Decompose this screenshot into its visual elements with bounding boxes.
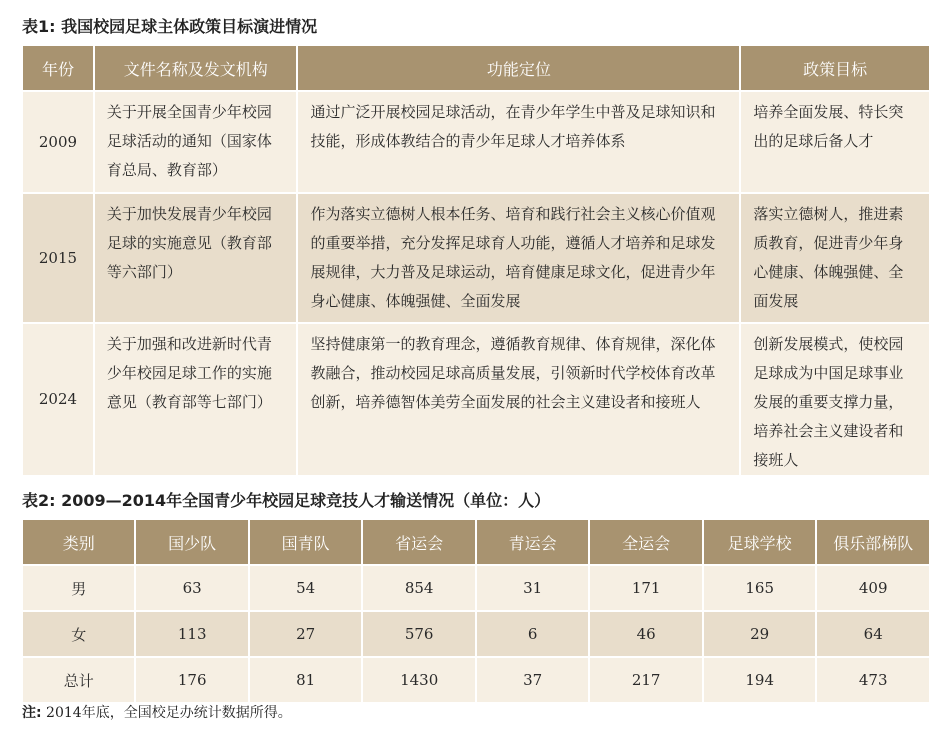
table-row — [23, 566, 929, 610]
value-cell: 1430 — [363, 658, 475, 702]
goal-cell: 培养全面发展、特长突出的足球后备人才 — [741, 92, 929, 192]
value-cell: 176 — [136, 658, 248, 702]
value-cell: 6 — [477, 612, 588, 656]
table1-caption: 表1: 我国校园足球主体政策目标演进情况 — [22, 17, 318, 36]
value-cell: 217 — [590, 658, 702, 702]
footnote — [22, 702, 292, 722]
value-cell: 576 — [363, 612, 475, 656]
policy-table — [21, 44, 931, 477]
table2-caption: 表2: 2009—2014年全国青少年校园足球竞技人才输送情况（单位：人） — [22, 491, 551, 510]
table-row — [23, 194, 929, 322]
header-goal: 政策目标 — [741, 46, 929, 90]
value-cell: 64 — [817, 612, 929, 656]
policy-table-header — [23, 46, 929, 90]
document-cell: 关于加强和改进新时代青少年校园足球工作的实施意见（教育部等七部门） — [95, 324, 297, 475]
header-youth-team: 国青队 — [250, 520, 361, 564]
table-row — [23, 658, 929, 702]
header-u17-team: 国少队 — [136, 520, 248, 564]
header-youth-games: 青运会 — [477, 520, 588, 564]
header-function: 功能定位 — [298, 46, 739, 90]
goal-cell: 创新发展模式，使校园足球成为中国足球事业发展的重要支撑力量，培养社会主义建设者和接班人 — [741, 324, 929, 475]
category-cell: 总计 — [23, 658, 134, 702]
function-cell: 通过广泛开展校园足球活动，在青少年学生中普及足球知识和技能，形成体教结合的青少年足球人才培养体系 — [298, 92, 739, 192]
table-row — [23, 92, 929, 192]
document-cell: 关于加快发展青少年校园足球的实施意见（教育部等六部门） — [95, 194, 297, 322]
header-category: 类别 — [23, 520, 134, 564]
value-cell: 81 — [250, 658, 361, 702]
value-cell: 29 — [704, 612, 816, 656]
footnote-label: 注: — [22, 705, 42, 721]
header-national-games: 全运会 — [590, 520, 702, 564]
table-row — [23, 612, 929, 656]
header-provincial-games: 省运会 — [363, 520, 475, 564]
value-cell: 63 — [136, 566, 248, 610]
talent-table — [21, 518, 931, 704]
value-cell: 46 — [590, 612, 702, 656]
value-cell: 31 — [477, 566, 588, 610]
header-football-school: 足球学校 — [704, 520, 816, 564]
table-row — [23, 324, 929, 475]
category-cell: 女 — [23, 612, 134, 656]
value-cell: 409 — [817, 566, 929, 610]
footnote-text: 2014年底，全国校足办统计数据所得。 — [41, 705, 292, 721]
goal-cell: 落实立德树人，推进素质教育，促进青少年身心健康、体魄强健、全面发展 — [741, 194, 929, 322]
value-cell: 27 — [250, 612, 361, 656]
value-cell: 165 — [704, 566, 816, 610]
talent-table-header — [23, 520, 929, 564]
year-cell: 2024 — [23, 324, 93, 475]
value-cell: 171 — [590, 566, 702, 610]
year-cell: 2015 — [23, 194, 93, 322]
function-cell: 坚持健康第一的教育理念，遵循教育规律、体育规律，深化体教融合，推动校园足球高质量发展，引领新时代学校体育改革创新，培养德智体美劳全面发展的社会主义建设者和接班人 — [298, 324, 739, 475]
category-cell: 男 — [23, 566, 134, 610]
value-cell: 854 — [363, 566, 475, 610]
value-cell: 54 — [250, 566, 361, 610]
header-club-academy: 俱乐部梯队 — [817, 520, 929, 564]
value-cell: 113 — [136, 612, 248, 656]
header-document: 文件名称及发文机构 — [95, 46, 297, 90]
header-year: 年份 — [23, 46, 93, 90]
function-cell: 作为落实立德树人根本任务、培育和践行社会主义核心价值观的重要举措，充分发挥足球育人功能，遵循人才培养和足球发展规律，大力普及足球运动，培育健康足球文化，促进青少年身心健康、体魄强健、全面发展 — [298, 194, 739, 322]
document-cell: 关于开展全国青少年校园足球活动的通知（国家体育总局、教育部） — [95, 92, 297, 192]
value-cell: 37 — [477, 658, 588, 702]
year-cell: 2009 — [23, 92, 93, 192]
value-cell: 194 — [704, 658, 816, 702]
value-cell: 473 — [817, 658, 929, 702]
